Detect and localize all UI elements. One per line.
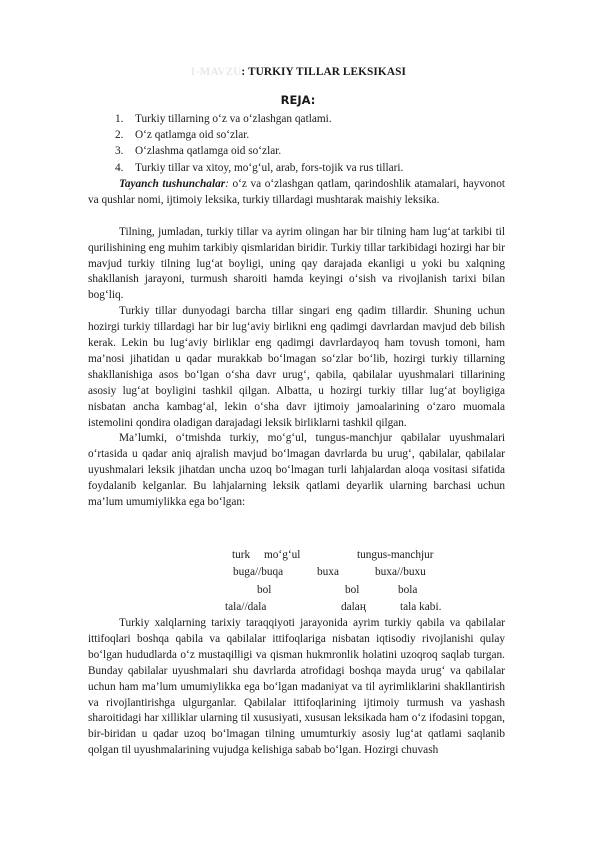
page-title xyxy=(0,66,596,78)
paragraph: Ma’lumki, o‘tmishda turkiy, mo‘g‘ul, tungus-manchjur qabilalar uyushmalari o‘rtasida u qadar aniq ajralish mavjud bo‘lmagan davrlarda bu urug‘, qabilalar, qabilalar uyushmalari leksik jihatdan uncha uzoq bo‘lmagan turli lahjalardan aloqa vositasi sifatida foydalanib kelganlar. Bu lahjalarning leksik qatlami deyarlik ularning barchasi uchun ma’lum umumiylikka ega bo‘lgan: xyxy=(88,432,505,509)
word-cell: dalaң xyxy=(341,601,366,613)
paragraph: Tilning, jumladan, turkiy tillar va ayrim olingan har bir tilning ham lug‘at tarkibi til qurilishining eng muhim tarkibiy qismlaridan biridir. Turkiy tillar tarkibidagi hozirgi har bir mavjud turkiy tilning lug‘at boyligi, uning qay darajada ekanligi u yoki bu xalqning shakllanish jarayoni, turmush sharoiti hamda keyingi o‘sish va rivojlanish tarixi bilan bog‘liq. xyxy=(88,225,505,302)
paragraph: Turkiy tillar dunyodagi barcha tillar singari eng qadim tillardir. Shuning uchun hozirgi turkiy tillardagi har bir lug‘aviy birlikni eng qadimgi davrlardan mavjud deb bilish kerak. Lekin bu lug‘aviy birliklar eng qadimgi davrlardayoq ham tovush tomoni, ham ma’nosi jihatidan u qadar murakkab bo‘lmagan so‘zlar bo‘lib, hozirgi turkiy tillarning shakllanishiga asos bo‘lgan o‘sha davr urug‘, qabila, qabilalar uyushmalari tillarining asosiy lug‘at boyligini tashkil qilgan. Albatta, u hozirgi turkiy tillar lug‘at boyligiga nisbatan ancha kambag‘al, lekin o‘sha davr ijtimoiy jamoalarining o‘zaro muomala istemolini qondira oladigan darajadagi leksik birliklarni tashkil qilgan. xyxy=(88,305,505,429)
topic-number: 1-MAVZU xyxy=(190,66,242,78)
word-cell: tungus-manchjur xyxy=(357,549,434,561)
word-cell: bol xyxy=(345,584,360,596)
key-concepts-label: Tayanch tushunchalar xyxy=(119,178,226,190)
word-cell: buga//buqa xyxy=(233,566,284,578)
plan-item: 4. Turkiy tillar va xitoy, mo‘g‘ul, arab, fors-tojik va rus tillari. xyxy=(115,161,404,174)
word-cell: buxa xyxy=(317,566,339,578)
word-cell: bola xyxy=(398,584,418,596)
key-concepts: Tayanch tushunchalar: o‘z va o‘zlashgan qatlam, qarindoshlik atamalari, hayvonot va qushlar nomi, ijtimoiy leksika, turkiy tillardagi mushtarak maishiy leksika. xyxy=(88,178,505,206)
plan-heading: REJA: xyxy=(280,93,316,107)
word-cell: turk xyxy=(232,549,251,561)
plan-item: 3. O‘zlashma qatlamga oid so‘zlar. xyxy=(115,145,282,158)
plan-list xyxy=(115,111,535,176)
word-cell: bol xyxy=(257,584,272,596)
topic-title: : TURKIY TILLAR LEKSIKASI xyxy=(241,66,406,78)
body-text-top xyxy=(88,177,505,511)
plan-item: 1. Turkiy tillarning o‘z va o‘zlashgan qatlami. xyxy=(115,113,332,125)
word-cell: tala//dala xyxy=(225,601,267,613)
word-cell: buxa//buxu xyxy=(375,566,426,578)
word-cell: mo‘g‘ul xyxy=(264,549,301,561)
word-cell: tala kabi. xyxy=(400,601,442,613)
paragraph: Turkiy xalqlarning tarixiy taraqqiyoti jarayonida ayrim turkiy qabila va qabilalar ittifoqlari boshqa qabila va qabilalar ittifoqlariga nisbatan iqtisodiy rivojlanishi qulay bo‘lgan hududlarda o‘z mustaqilligi va qisman hukmronlik holatini uzoqroq saqlab turgan. Bunday qabilalar uyushmalari shu davrlarda atrofidagi boshqa mayda urug‘ va qabilalar uchun ham ma’lum umumiylikka ega bo‘lgan madaniyat va til ayrimliklarini shakllantirish va rivojlantirishga ulgurganlar. Qabilalar ittifoqlarining ijtimoiy turmush va yashash sharoitidagi har xilliklar ularning til xususiyati, xususan leksikada ham o‘z ifodasini topgan, bir-biridan u qadar uzoq bo‘lmagan tilning umumturkiy asosiy lug‘at qatlami saqlanib qolgan til uyushmalarining vujudga kelishiga sabab bo‘lgan. Hozirgi chuvash xyxy=(88,617,505,757)
plan-item: 2. O‘z qatlamga oid so‘zlar. xyxy=(115,129,250,142)
key-concepts-text: o‘z va o‘zlashgan qatlam, qarindoshlik atamalari, hayvonot va qushlar nomi, ijtimoiy leksika, turkiy tillardagi mushtarak maishiy leksika. xyxy=(88,178,505,206)
body-text-bottom xyxy=(88,616,505,759)
